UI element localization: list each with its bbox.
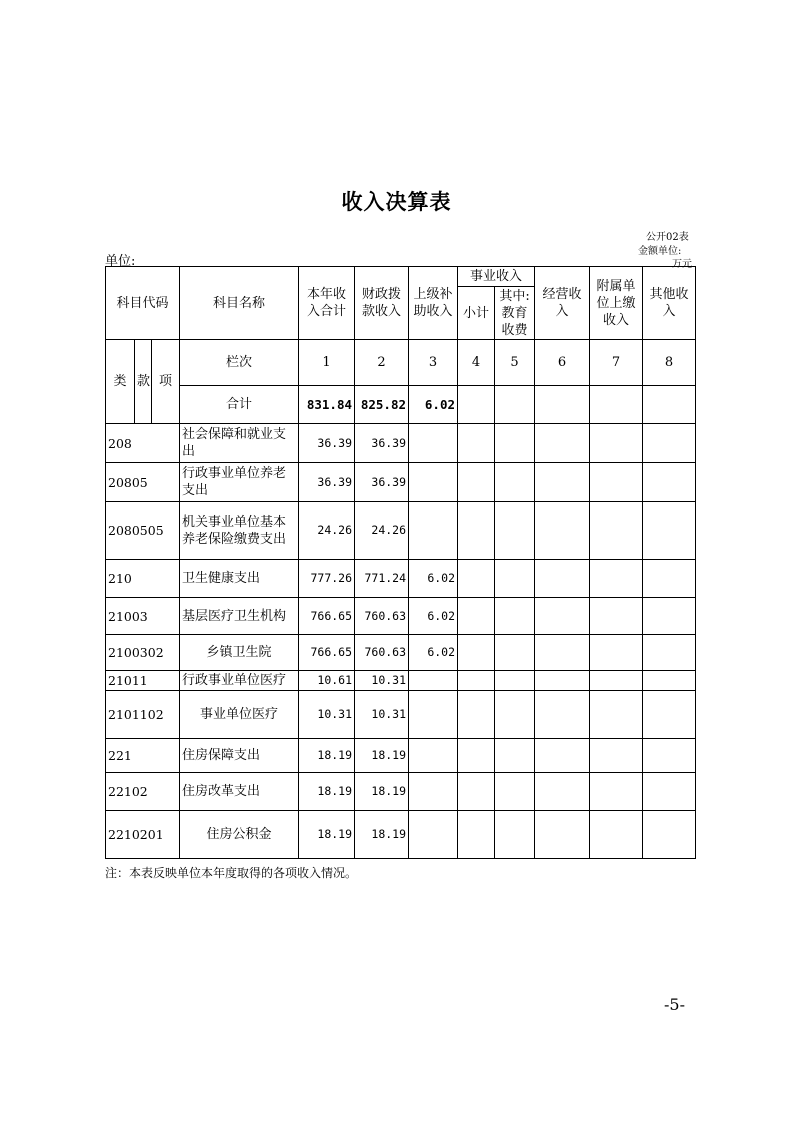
row-fiscal: 18.19 [355,739,409,773]
row-total: 10.31 [299,691,355,739]
row-total: 36.39 [299,424,355,463]
header-education: 其中:教育收费 [495,287,535,340]
row-total: 18.19 [299,811,355,859]
row-code: 210 [106,560,180,598]
col-num: 1 [299,340,355,386]
col-num: 4 [458,340,495,386]
table-row [106,635,696,671]
amount-unit-label: 金额单位: [638,246,682,257]
col-num: 7 [590,340,643,386]
row-fiscal: 18.19 [355,773,409,811]
col-num: 3 [409,340,458,386]
table-row [106,424,696,463]
row-code: 21003 [106,598,180,635]
row-code: 2101102 [106,691,180,739]
income-table [105,266,696,859]
row-name: 机关事业单位基本养老保险缴费支出 [180,502,299,560]
row-name: 乡镇卫生院 [180,635,299,671]
table-row [106,598,696,635]
row-total: 10.61 [299,671,355,691]
row-total: 766.65 [299,598,355,635]
row-name: 行政事业单位养老支出 [180,463,299,502]
row-superior [409,463,458,502]
row-fiscal: 10.31 [355,671,409,691]
row-superior [409,811,458,859]
table-note: 注：本表反映单位本年度取得的各项收入情况。 [105,866,358,880]
row-fiscal: 24.26 [355,502,409,560]
row-code: 208 [106,424,180,463]
total-label: 合计 [180,386,299,424]
row-total: 36.39 [299,463,355,502]
header-subtotal: 小计 [458,287,495,340]
header-superior: 上级补助收入 [409,267,458,340]
table-row [106,811,696,859]
form-code: 公开02表 [646,232,689,243]
row-superior [409,739,458,773]
unit-label: 单位: [105,254,136,269]
row-name: 住房公积金 [180,811,299,859]
row-name: 基层医疗卫生机构 [180,598,299,635]
col-num: 6 [535,340,590,386]
row-superior: 6.02 [409,560,458,598]
row-total: 777.26 [299,560,355,598]
row-total: 18.19 [299,739,355,773]
row-code: 2210201 [106,811,180,859]
table-row [106,671,696,691]
row-superior: 6.02 [409,598,458,635]
row-total: 18.19 [299,773,355,811]
col-num: 8 [643,340,696,386]
table-row [106,463,696,502]
table-row [106,560,696,598]
row-fiscal: 36.39 [355,463,409,502]
table-row [106,502,696,560]
header-column-seq: 栏次 [180,340,299,386]
table-row [106,773,696,811]
page-title: 收入决算表 [341,190,452,214]
col-num: 2 [355,340,409,386]
row-name: 住房改革支出 [180,773,299,811]
row-superior: 6.02 [409,635,458,671]
row-code: 221 [106,739,180,773]
table-row [106,691,696,739]
row-superior [409,424,458,463]
header-affiliated: 附属单位上缴收入 [590,267,643,340]
total-fiscal-value: 825.82 [355,386,409,424]
row-total: 766.65 [299,635,355,671]
row-fiscal: 771.24 [355,560,409,598]
row-code: 22102 [106,773,180,811]
col-num: 5 [495,340,535,386]
row-name: 卫生健康支出 [180,560,299,598]
header-total-income: 本年收入合计 [299,267,355,340]
row-name: 住房保障支出 [180,739,299,773]
amount-unit: 万元 [672,259,692,270]
total-income-value: 831.84 [299,386,355,424]
row-fiscal: 36.39 [355,424,409,463]
table-row [106,739,696,773]
total-superior-value: 6.02 [409,386,458,424]
header-xiang: 项 [152,340,180,424]
row-code: 21011 [106,671,180,691]
row-superior [409,671,458,691]
row-code: 2080505 [106,502,180,560]
row-name: 行政事业单位医疗 [180,671,299,691]
header-operating: 经营收入 [535,267,590,340]
row-fiscal: 18.19 [355,811,409,859]
row-code: 20805 [106,463,180,502]
header-fiscal: 财政拨款收入 [355,267,409,340]
header-other: 其他收入 [643,267,696,340]
row-name: 事业单位医疗 [180,691,299,739]
header-subject-name: 科目名称 [180,267,299,340]
header-subject-code: 科目代码 [106,267,180,340]
header-lei: 类 [106,340,135,424]
row-fiscal: 10.31 [355,691,409,739]
row-total: 24.26 [299,502,355,560]
page-number: -5- [664,995,685,1014]
row-name: 社会保障和就业支出 [180,424,299,463]
row-fiscal: 760.63 [355,598,409,635]
row-superior [409,691,458,739]
row-fiscal: 760.63 [355,635,409,671]
row-code: 2100302 [106,635,180,671]
row-superior [409,773,458,811]
row-superior [409,502,458,560]
header-kuan: 款 [135,340,152,424]
header-business: 事业收入 [458,267,535,287]
